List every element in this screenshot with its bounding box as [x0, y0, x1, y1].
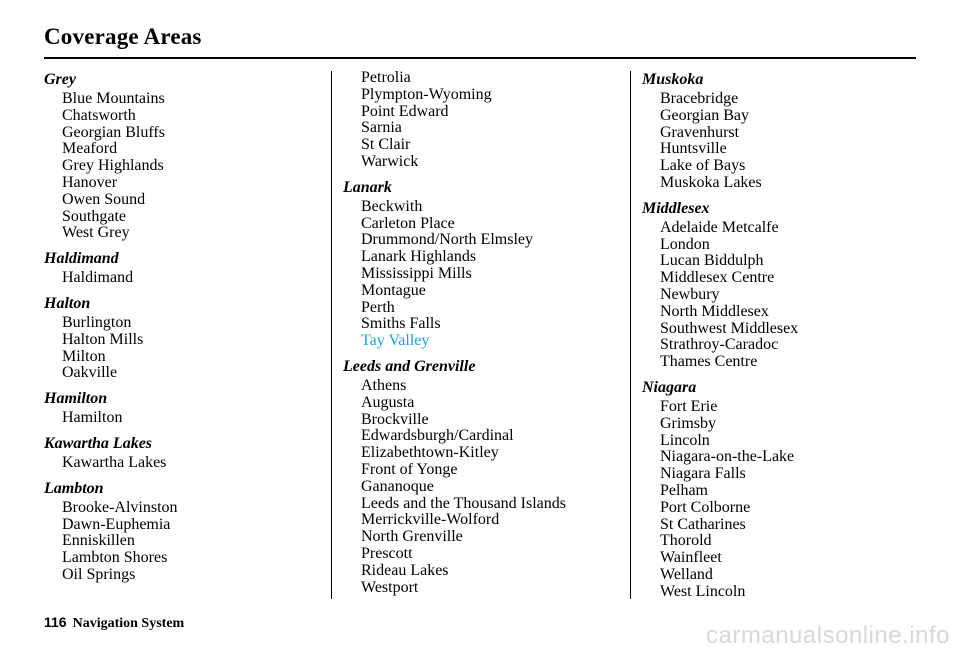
- city-item: Halton Mills: [62, 330, 144, 348]
- region-heading: Leeds and Grenville: [343, 357, 476, 375]
- city-item: North Grenville: [361, 528, 463, 546]
- city-item: Lake of Bays: [660, 157, 746, 175]
- region-heading: Middlesex: [642, 199, 710, 217]
- city-item: Adelaide Metcalfe: [660, 218, 779, 236]
- city-item: Rideau Lakes: [361, 561, 449, 579]
- city-item: Petrolia: [361, 69, 411, 86]
- city-item: St Clair: [361, 136, 411, 154]
- region-heading: Muskoka: [642, 71, 704, 88]
- city-item: Carleton Place: [361, 214, 455, 232]
- city-item: Elizabethtown-Kitley: [361, 444, 499, 462]
- city-item: Lucan Biddulph: [660, 252, 764, 270]
- city-item: Leeds and the Thousand Islands: [361, 494, 566, 512]
- city-item: Lambton Shores: [62, 549, 168, 567]
- watermark: carmanualsonline.info: [706, 622, 950, 649]
- city-item: Prescott: [361, 544, 413, 562]
- city-item: Front of Yonge: [361, 460, 458, 478]
- column-divider: [331, 71, 332, 599]
- city-item: North Middlesex: [660, 302, 769, 320]
- column-3: [642, 70, 798, 601]
- region-heading: Lanark: [343, 178, 392, 196]
- city-item: Beckwith: [361, 197, 423, 215]
- region-heading: Haldimand: [44, 250, 119, 268]
- city-item: Drummond/North Elmsley: [361, 231, 533, 249]
- city-item: Gananoque: [361, 477, 434, 495]
- city-item: Enniskillen: [62, 532, 135, 550]
- city-item: Muskoka Lakes: [660, 173, 762, 191]
- region-heading: Grey: [44, 71, 76, 88]
- city-item: St Catharines: [660, 515, 746, 533]
- city-item: Westport: [361, 578, 419, 596]
- city-item: Port Colborne: [660, 498, 751, 516]
- city-item: Gravenhurst: [660, 123, 740, 141]
- region-heading: Niagara: [642, 378, 697, 396]
- city-item: Strathroy-Caradoc: [660, 336, 779, 354]
- city-item: Welland: [660, 565, 713, 583]
- column-2: [343, 70, 566, 596]
- city-item: Montague: [361, 281, 426, 299]
- city-item: Pelham: [660, 481, 708, 499]
- city-item: Bracebridge: [660, 90, 739, 107]
- city-item: Merrickville-Wolford: [361, 511, 500, 529]
- city-item: Augusta: [361, 393, 415, 411]
- city-item: Meaford: [62, 140, 118, 158]
- city-item: Point Edward: [361, 102, 449, 120]
- column-1: [44, 70, 178, 584]
- city-item: Lanark Highlands: [361, 248, 477, 266]
- city-item: Grimsby: [660, 414, 716, 432]
- city-item: Chatsworth: [62, 106, 136, 124]
- city-item: Athens: [361, 376, 407, 394]
- city-item: Niagara-on-the-Lake: [660, 448, 795, 466]
- region-heading: Lambton: [44, 479, 104, 497]
- city-item: Brooke-Alvinston: [62, 498, 178, 516]
- city-item: Kawartha Lakes: [62, 453, 167, 471]
- page-title: Coverage Areas: [44, 24, 202, 49]
- city-item: Fort Erie: [660, 397, 718, 415]
- city-item: Oil Springs: [62, 565, 136, 583]
- city-item: Blue Mountains: [62, 90, 165, 107]
- city-item: West Lincoln: [660, 582, 746, 600]
- city-item: Huntsville: [660, 140, 727, 158]
- city-item: Perth: [361, 298, 395, 316]
- city-item: Southgate: [62, 207, 126, 225]
- city-item: Smiths Falls: [361, 315, 441, 333]
- page-number: 116: [44, 614, 67, 630]
- city-item: Haldimand: [62, 269, 134, 287]
- city-item: Grey Highlands: [62, 157, 164, 175]
- city-item: Hamilton: [62, 409, 123, 427]
- city-item: Newbury: [660, 285, 720, 303]
- city-item: Plympton-Wyoming: [361, 85, 492, 103]
- city-item: Edwardsburgh/Cardinal: [361, 427, 514, 445]
- city-item: Burlington: [62, 313, 132, 331]
- city-item: Oakville: [62, 364, 118, 382]
- city-item: Owen Sound: [62, 190, 146, 208]
- region-heading: Kawartha Lakes: [44, 434, 153, 452]
- city-item: Sarnia: [361, 119, 402, 137]
- page-footer: [44, 614, 184, 632]
- city-item: Milton: [62, 347, 106, 365]
- title-divider: [44, 57, 916, 59]
- city-item: Mississippi Mills: [361, 264, 472, 282]
- city-item: Warwick: [361, 152, 419, 170]
- city-link[interactable]: Tay Valley: [361, 332, 430, 350]
- region-heading: Hamilton: [44, 390, 108, 408]
- city-item: Thames Centre: [660, 353, 758, 371]
- city-item: Thorold: [660, 532, 712, 550]
- city-item: Brockville: [361, 410, 429, 428]
- city-item: Niagara Falls: [660, 465, 746, 483]
- city-item: Lincoln: [660, 431, 710, 449]
- column-divider: [630, 71, 631, 599]
- city-item: Southwest Middlesex: [660, 319, 799, 337]
- city-item: Georgian Bay: [660, 106, 750, 124]
- section-name: Navigation System: [72, 616, 185, 631]
- city-item: Georgian Bluffs: [62, 123, 165, 141]
- city-item: Dawn-Euphemia: [62, 515, 171, 533]
- city-item: Wainfleet: [660, 549, 722, 567]
- city-item: London: [660, 235, 710, 253]
- region-heading: Halton: [44, 294, 91, 312]
- city-item: Hanover: [62, 173, 118, 191]
- city-item: West Grey: [62, 224, 130, 242]
- city-item: Middlesex Centre: [660, 269, 775, 287]
